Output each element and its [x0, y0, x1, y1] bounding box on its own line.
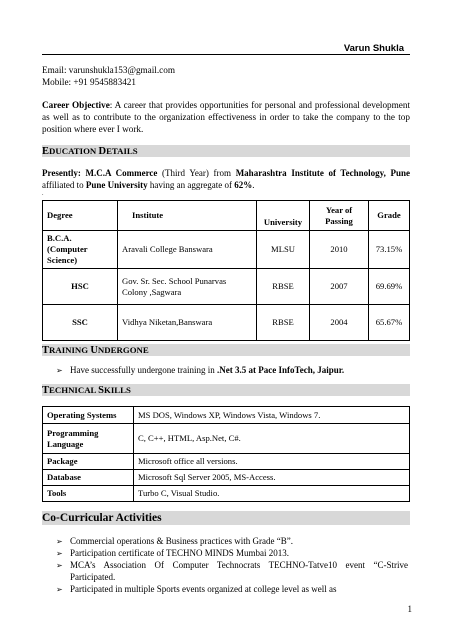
contact-block [42, 64, 175, 88]
table-row: Operating Systems MS DOS, Windows XP, Windows Vista, Windows 7. [43, 407, 410, 424]
list-item: ➢ Commercial operations & Business practices with Grade “B”. [56, 536, 293, 546]
arrow-bullet-icon: ➢ [56, 366, 63, 375]
arrow-bullet-icon: ➢ [56, 561, 63, 570]
header-rule [42, 54, 410, 55]
email-text: Email: varunshukla153@gmail.com [42, 65, 175, 75]
table-row: HSC Gov. Sr. Sec. School Punarvas Colony ,Sagwara RBSE 2007 69.69% [43, 269, 410, 305]
skills-heading: TECHNICAL SKILLS [42, 384, 410, 396]
col-year: Year of Passing [310, 201, 369, 231]
present-education: Presently: M.C.A Commerce (Third Year) from Maharashtra Institute of Technology, Pune affiliated to Pune University having an aggregate of 62%. [42, 168, 410, 190]
table-header-row [43, 201, 410, 231]
table-row: SSC Vidhya Niketan,Banswara RBSE 2004 65.67% [43, 305, 410, 341]
candidate-name: Varun Shukla [343, 43, 404, 54]
list-item: ➢ Participated in multiple Sports events organized at college level as well as [56, 584, 337, 594]
table-row: Database Microsoft Sql Server 2005, MS-Access. [43, 470, 410, 486]
col-university: University [257, 201, 310, 231]
arrow-bullet-icon: ➢ [56, 549, 63, 558]
skills-table [42, 406, 410, 502]
objective-label: Career Objective [42, 100, 110, 110]
list-item: ➢ Participation certificate of TECHNO MINDS Mumbai 2013. [56, 548, 290, 558]
arrow-bullet-icon: ➢ [56, 537, 63, 546]
arrow-bullet-icon: ➢ [56, 585, 63, 594]
mobile-text: Mobile: +91 9545883421 [42, 77, 136, 87]
education-table [42, 200, 410, 341]
table-row: Tools Turbo C, Visual Studio. [43, 486, 410, 502]
training-item: ➢ Have successfully undergone training in .Net 3.5 at Pace InfoTech, Jaipur. [56, 365, 345, 375]
list-item: ➢ MCA’s Association Of Computer Technocrats TECHNO-Tatve10 event “C-Strive Participated. [56, 560, 408, 582]
table-row: B.C.A. (Computer Science) Aravali College Banswara MLSU 2010 73.15% [43, 231, 410, 269]
col-institute: Institute [118, 201, 257, 231]
cocurricular-heading: Co-Curricular Activities [42, 511, 410, 525]
training-heading: TRAINING UNDERGONE [42, 344, 410, 356]
page-number: 1 [407, 604, 412, 614]
career-objective [42, 99, 410, 136]
table-row: Package Microsoft office all versions. [43, 454, 410, 470]
objective-text: : A career that provides opportunities for personal and professional development as well as to contribute to the organization effectiveness in order to take the company to the top position where ever I work. [42, 100, 411, 135]
col-degree: Degree [43, 201, 118, 231]
col-grade: Grade [369, 201, 410, 231]
stray-mark: . [42, 191, 44, 197]
education-heading: EDUCATION DETAILS [42, 145, 410, 157]
table-row: Programming Language C, C++, HTML, Asp.Net, C#. [43, 424, 410, 454]
